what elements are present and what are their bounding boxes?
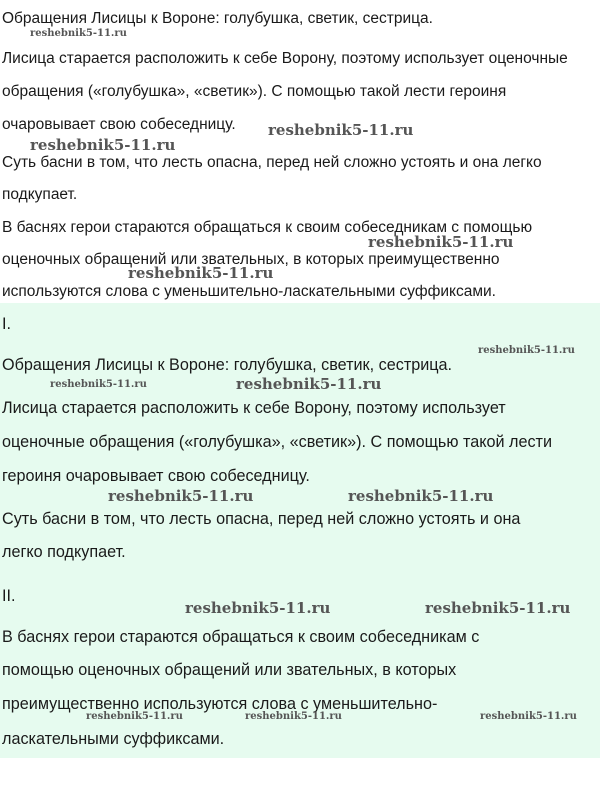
watermark: reshebnik5-11.ru (236, 375, 382, 393)
text-line: очаровывает свою собеседницу. (2, 116, 236, 133)
text-line: В баснях герои стараются обращаться к своим собеседникам с помощью (2, 219, 533, 236)
watermark: reshebnik5-11.ru (30, 28, 127, 39)
answer-block-plain (0, 0, 600, 303)
watermark: reshebnik5-11.ru (478, 345, 575, 356)
section-label: II. (2, 587, 16, 605)
answer-block-highlighted (0, 303, 600, 758)
watermark: reshebnik5-11.ru (245, 711, 342, 722)
text-line: преимущественно используются слова с уменьшительно- (2, 695, 438, 713)
text-line: помощью оценочных обращений или звательных, в которых (2, 661, 457, 679)
text-line: Обращения Лисицы к Вороне: голубушка, светик, сестрица. (2, 356, 453, 374)
text-line: В баснях герои стараются обращаться к своим собеседникам с (2, 628, 480, 646)
text-line: оценочные обращения («голубушка», «светик»). С помощью такой лести (2, 433, 553, 451)
watermark: reshebnik5-11.ru (30, 136, 176, 154)
watermark: reshebnik5-11.ru (425, 599, 571, 617)
section-label: I. (2, 315, 11, 333)
text-line: используются слова с уменьшительно-ласкательными суффиксами. (2, 283, 496, 300)
text-line: подкупает. (2, 186, 78, 203)
watermark: reshebnik5-11.ru (268, 121, 414, 139)
watermark: reshebnik5-11.ru (185, 599, 331, 617)
watermark: reshebnik5-11.ru (480, 711, 577, 722)
text-line: Лисица старается расположить к себе Ворону, поэтому использует оценочные (2, 50, 568, 67)
watermark: reshebnik5-11.ru (348, 487, 494, 505)
text-line: оценочных обращений или звательных, в которых преимущественно (2, 251, 500, 268)
watermark: reshebnik5-11.ru (86, 711, 183, 722)
text-line: легко подкупает. (2, 543, 126, 561)
text-line: Обращения Лисицы к Вороне: голубушка, светик, сестрица. (2, 10, 433, 27)
text-line: Лисица старается расположить к себе Ворону, поэтому использует (2, 399, 506, 417)
watermark: reshebnik5-11.ru (108, 487, 254, 505)
watermark: reshebnik5-11.ru (128, 264, 274, 282)
text-line: Суть басни в том, что лесть опасна, перед ней сложно устоять и она легко (2, 154, 542, 171)
watermark: reshebnik5-11.ru (368, 233, 514, 251)
watermark: reshebnik5-11.ru (50, 379, 147, 390)
text-line: обращения («голубушка», «светик»). С помощью такой лести героиня (2, 83, 507, 100)
text-line: Суть басни в том, что лесть опасна, перед ней сложно устоять и она (2, 510, 521, 528)
text-line: героиня очаровывает свою собеседницу. (2, 467, 310, 485)
text-line: ласкательными суффиксами. (2, 730, 225, 748)
